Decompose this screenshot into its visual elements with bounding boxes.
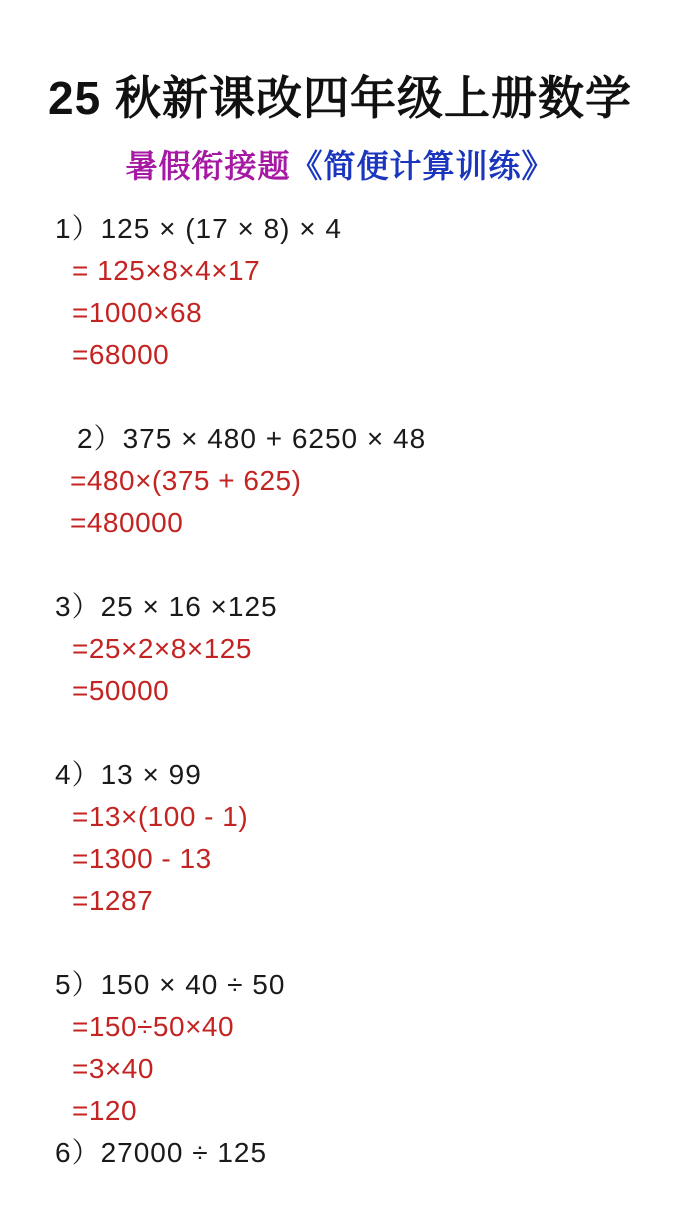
problems-list: [0, 208, 680, 1174]
problem-4-step-2: =1300 - 13: [72, 843, 212, 874]
problem-3-step-2: =50000: [72, 675, 170, 706]
problem-5-step-3: =120: [72, 1095, 138, 1126]
problem-1-step-2: =1000×68: [72, 297, 203, 328]
subtitle-left-text: 暑假衔接题: [125, 148, 291, 184]
problem-5-question: 5）150 × 40 ÷ 50: [55, 969, 286, 1000]
problem-4-question: 4）13 × 99: [55, 759, 202, 790]
problem-4-step-3: =1287: [72, 885, 154, 916]
problem-3: [0, 586, 680, 712]
problem-5-step-1: =150÷50×40: [72, 1011, 235, 1042]
problem-6-question: 6）27000 ÷ 125: [55, 1137, 268, 1168]
problem-1-step-1: = 125×8×4×17: [72, 255, 261, 286]
problem-4: [0, 754, 680, 922]
problem-2: [0, 418, 680, 544]
problem-3-question: 3）25 × 16 ×125: [55, 591, 278, 622]
subtitle-right-text: 《简便计算训练》: [290, 148, 555, 184]
problem-2-step-2: =480000: [70, 507, 184, 538]
page-title: 25 秋新课改四年级上册数学: [48, 72, 632, 124]
page-subtitle: [0, 146, 680, 186]
problem-1: [0, 208, 680, 376]
problem-5-step-2: =3×40: [72, 1053, 154, 1084]
problem-4-step-1: =13×(100 - 1): [72, 801, 249, 832]
problem-3-step-1: =25×2×8×125: [72, 633, 252, 664]
problem-2-step-1: =480×(375 + 625): [70, 465, 302, 496]
problem-1-question: 1）125 × (17 × 8) × 4: [55, 213, 342, 244]
problem-2-question: 2）375 × 480 + 6250 × 48: [77, 423, 427, 454]
problem-5: [0, 964, 680, 1132]
problem-1-step-3: =68000: [72, 339, 170, 370]
problem-6: [0, 1132, 680, 1174]
